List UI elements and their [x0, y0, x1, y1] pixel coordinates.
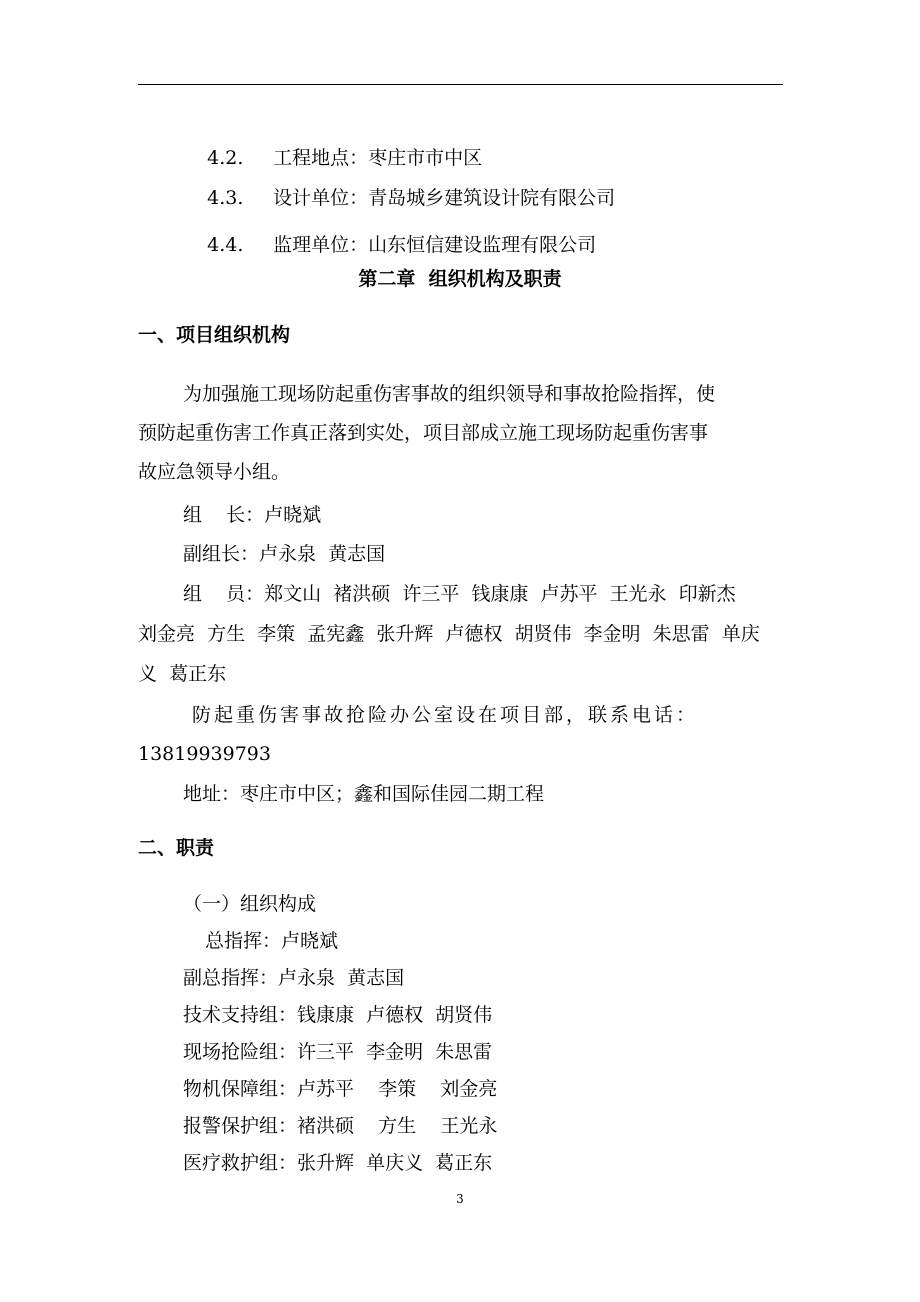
role-line: 现场抢险组：许三平 李金明 朱思雷 — [183, 1041, 493, 1063]
office-line: 防起重伤害事故抢险办公室设在项目部，联系电话： — [192, 704, 699, 726]
address-line: 地址：枣庄市中区；鑫和国际佳园二期工程 — [183, 783, 545, 805]
paragraph-line: 故应急领导小组。 — [138, 461, 291, 483]
paragraph-line: 刘金亮 方生 李策 孟宪鑫 张升辉 卢德权 胡贤伟 李金明 朱思雷 单庆 — [138, 623, 760, 645]
role-line: 总指挥：卢晓斌 — [205, 930, 339, 952]
sub-heading: （一）组织构成 — [183, 893, 317, 915]
page-number: 3 — [456, 1192, 464, 1206]
leader-line: 组 长：卢晓斌 — [183, 504, 322, 526]
role-line: 技术支持组：钱康康 卢德权 胡贤伟 — [183, 1004, 493, 1026]
item-number: 4.4. — [207, 234, 244, 256]
item-text: 设计单位：青岛城乡建筑设计院有限公司 — [273, 187, 616, 209]
item-text: 监理单位：山东恒信建设监理有限公司 — [273, 234, 597, 256]
item-text: 工程地点：枣庄市市中区 — [273, 147, 483, 169]
paragraph-line: 组 员：郑文山 褚洪硕 许三平 钱康康 卢苏平 王光永 印新杰 — [183, 583, 736, 605]
item-number: 4.2. — [207, 147, 244, 169]
role-line: 报警保护组：褚洪硕 方生 王光永 — [183, 1115, 498, 1137]
chapter-title: 第二章 组织机构及职责 — [358, 268, 562, 290]
paragraph-line: 义 葛正东 — [138, 663, 227, 685]
role-line: 副总指挥：卢永泉 黄志国 — [183, 967, 405, 989]
role-line: 医疗救护组：张升辉 单庆义 葛正东 — [183, 1152, 493, 1174]
paragraph-line: 预防起重伤害工作真正落到实处，项目部成立施工现场防起重伤害事 — [138, 422, 709, 444]
phone-number: 13819939793 — [138, 743, 271, 765]
section-heading: 二、职责 — [138, 837, 215, 859]
section-heading: 一、项目组织机构 — [138, 324, 291, 346]
role-line: 物机保障组：卢苏平 李策 刘金亮 — [183, 1078, 498, 1100]
item-number: 4.3. — [207, 187, 244, 209]
deputy-line: 副组长：卢永泉 黄志国 — [183, 543, 386, 565]
header-rule — [138, 84, 783, 85]
paragraph-line: 为加强施工现场防起重伤害事故的组织领导和事故抢险指挥，使 — [183, 383, 716, 405]
